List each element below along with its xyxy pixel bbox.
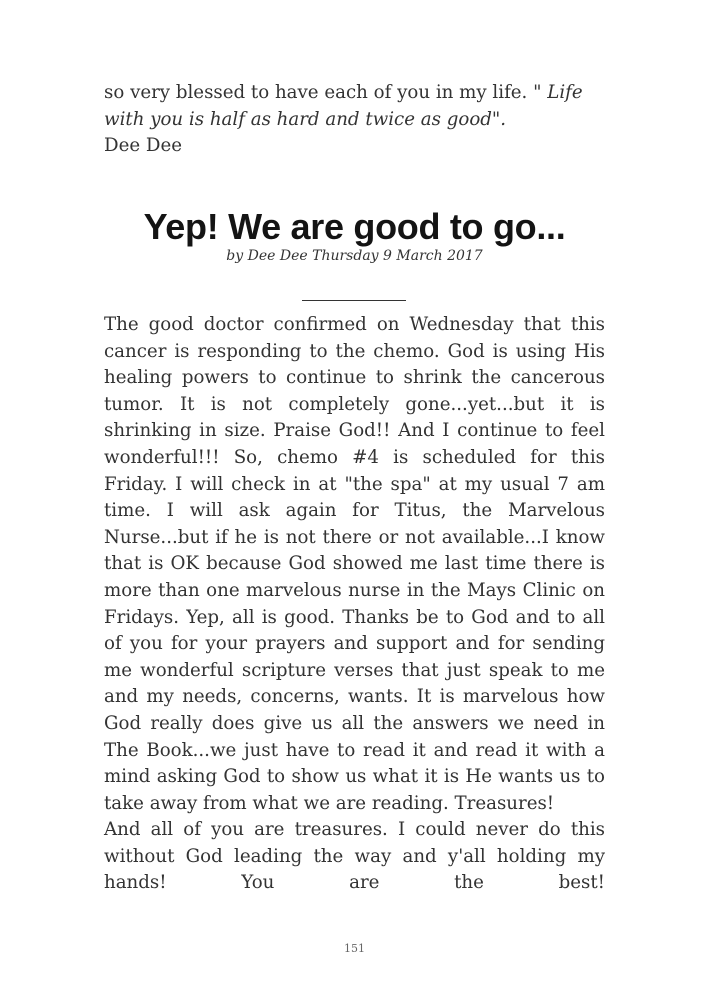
closing-text: so very blessed to have each of you in my life. ": [104, 82, 548, 103]
closing-paragraph: [104, 80, 605, 133]
post-body: [104, 312, 605, 897]
body-paragraph: And all of you are treasures. I could never do this without God leading the way and y'all holding my hands! You are the best!: [104, 819, 605, 894]
post-byline: by Dee Dee Thursday 9 March 2017: [226, 248, 483, 264]
page-number: 151: [344, 942, 365, 955]
closing-quote: Life with you is half as hard and twice as good".: [104, 82, 583, 130]
body-paragraph: The good doctor confirmed on Wednesday that this cancer is responding to the chemo. God is using His healing powers to continue to shrink the cancerous tumor. It is not completely gone...yet...but it is shrinking in size. Praise God!! And I continue to feel wonderful!!! So, chemo #4 is scheduled for this Friday. I will check in at "the spa" at my usual 7 am time. I will ask again for Titus, the Marvelous Nurse...but if he is not there or not available...I know that is OK because God showed me last time there is more than one marvelous nurse in the Mays Clinic on Fridays. Yep, all is good. Thanks be to God and to all of you for your prayers and support and for sending me wonderful scripture verses that just speak to me and my needs, concerns, wants. It is marvelous how God really does give us all the answers we need in The Book...we just have to read it and read it with a mind asking God to show us what it is He wants us to take away from what we are reading. Treasures!: [104, 314, 605, 814]
previous-post-ending: [104, 80, 605, 160]
signature: Dee Dee: [104, 135, 182, 157]
post-title: Yep! We are good to go...: [143, 206, 566, 247]
title-divider: [302, 300, 406, 301]
